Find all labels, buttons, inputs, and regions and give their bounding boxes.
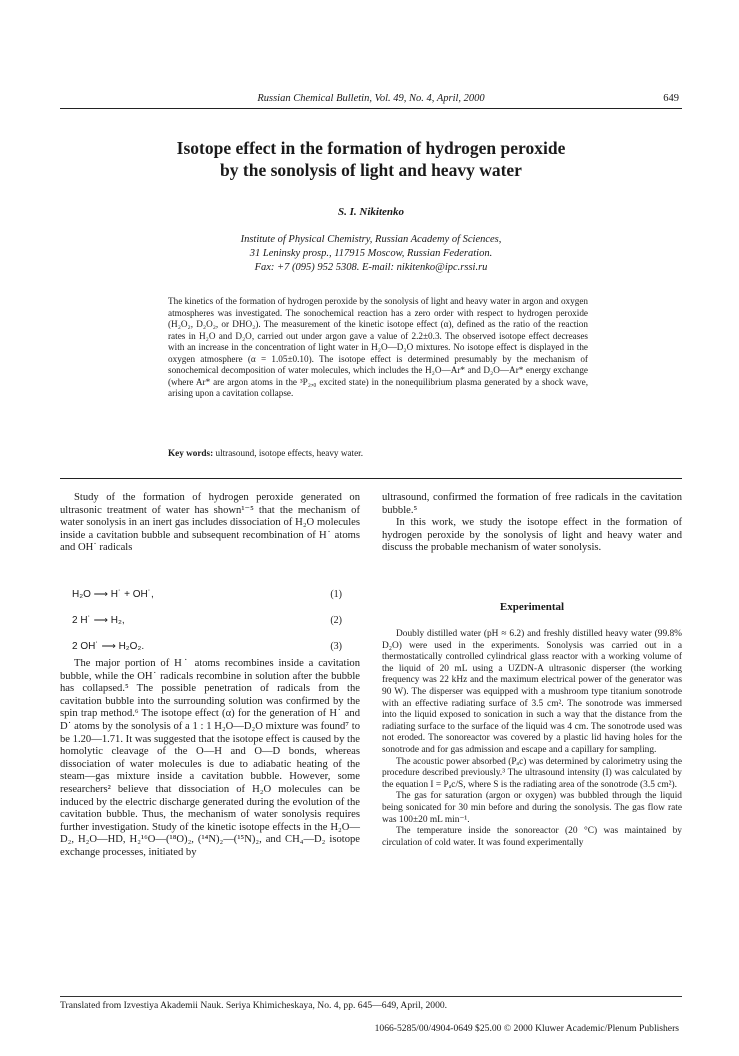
right-paragraph-3: Doubly distilled water (pH ≈ 6.2) and freshly distilled heavy water (99.8% D₂O) were used in the experiments. Sonolysis was carried out in a thermostatically controlled cylindrical glass reactor with a working volume of the liquid of 20 mL using a UZDN-A ultrasonic disperser (the working frequency was 22 kHz and the maximum electrical power of the generator was 90 W). The disperser was equipped with a mushroom type titanium sonotrode with an effective radiating surface of 3.5 cm². The sonotrode was immersed into the liquid exposed to sonication in such a way that the distance from the radiating surface to the surface of the liquid was 4 cm. The sonotrode used was not eroded. The sonoreactor was covered by a plastic lid having holes for the sonotrode and for gas admission and escape and a capillary for sampling. [382,629,682,755]
title-line-2: by the sonolysis of light and heavy water [220,160,522,180]
title-line-1: Isotope effect in the formation of hydrogen peroxide [176,138,566,158]
keywords-text: ultrasound, isotope effects, heavy water. [215,448,364,458]
section-heading-experimental: Experimental [499,601,565,613]
right-column-experimental [382,629,682,849]
header-rule [60,108,682,109]
left-column-body [60,658,360,860]
author: S. I. Nikitenko [337,206,404,218]
right-paragraph-5: The gas for saturation (argon or oxygen) was bubbled through the liquid being sonicated for 30 min before and during the sonolysis. The gas flow rate was 100±20 mL min⁻¹. [382,791,682,825]
equation-2-number: (2) [330,615,342,626]
equation-1 [72,589,352,600]
keywords-label: Key words: [168,448,214,458]
right-paragraph-4: The acoustic power absorbed (Pₐc) was determined by calorimetry using the procedure described previously.³ The ultrasound intensity (I) was calculated by the equation I = Pₐc/S, where S is the radiating area of the sonotrode (3.5 cm²). [382,756,682,790]
equation-1-text: H₂O ⟶ H˙ + OH˙, [72,589,154,600]
article-title [60,137,682,181]
left-column-intro [60,492,360,555]
equation-2-text: 2 H˙ ⟶ H₂, [72,615,125,626]
page-number: 649 [663,93,679,104]
affiliation-line-2: 31 Leninsky prosp., 117915 Moscow, Russian Federation. [249,248,493,259]
equation-3-text: 2 OH˙ ⟶ H₂O₂. [72,641,145,652]
keywords [168,448,588,458]
left-paragraph-2: The major portion of H˙ atoms recombines inside a cavitation bubble, while the OH˙ radicals recombine in solution after the bubble has collapsed.⁵ The possible penetration of radicals from the cavitation bubble into the surrounding solution was confirmed by the spin trap method.⁶ The isotope effect (α) for the generation of H˙ and D˙ atoms by the sonolysis of a 1 : 1 H₂O—D₂O mixture was found⁷ to be 1.20—1.71. It was suggested that the isotope effect is caused by the homolytic cleavage of the O—H and O—D bonds, whereas dissociation of water molecules is due to adiabatic heating of the steam—gas mixture inside a cavitation bubble. However, some researchers² believe that dissociation of H₂O molecules can be induced by the electric discharge generated during the evolution of the cavitation bubble. Thus, the mechanism of water sonolysis requires further investigation. Study of the kinetic isotope effects in the H₂O—D₂, H₂O—HD, H₂¹⁶O—(¹⁸O)₂, (¹⁴N)₂—(¹⁵N)₂, and CH₄—D₂ isotope exchange processes, initiated by [60,658,360,858]
affiliation-line-1: Institute of Physical Chemistry, Russian Academy of Sciences, [240,234,502,245]
affiliation [60,233,682,275]
equation-2 [72,615,352,626]
running-header: Russian Chemical Bulletin, Vol. 49, No. 4, April, 2000 [257,93,485,104]
right-column-intro [382,492,682,555]
copyright-line: 1066-5285/00/4904-0649 $25.00 © 2000 Kluwer Academic/Plenum Publishers [374,1023,679,1034]
affiliation-line-3: Fax: +7 (095) 952 5308. E-mail: nikitenko@ipc.rssi.ru [254,262,488,273]
abstract: The kinetics of the formation of hydrogen peroxide by the sonolysis of light and heavy water in argon and oxygen atmospheres was investigated. The sonochemical reaction has a zero order with respect to hydrogen peroxide (H₂O₂, D₂O₂, or DHO₂). The measurement of the kinetic isotope effect (α), defined as the ratio of the reaction rates in H₂O and D₂O, carried out under argon gave a value of 2.2±0.3. The observed isotope effect decreases with an increase in the concentration of light water in H₂O—D₂O mixtures. No isotope effect is displayed in the oxygen atmosphere (α = 1.05±0.10). The isotope effect is determined presumably by the mechanism of sonochemical decomposition of water molecules, which includes the H₂O—Ar* and D₂O—Ar* energy exchange (where Ar* are argon atoms in the ³P₂,₀ excited state) in the nonequilibrium plasma generated by a shock wave, arising upon a cavitation collapse. [168,296,588,398]
equation-3 [72,641,352,652]
equation-3-number: (3) [330,641,342,652]
section-rule [60,478,682,479]
translation-note: Translated from Izvestiya Akademii Nauk. Seriya Khimicheskaya, No. 4, pp. 645—649, April, 2000. [60,1000,448,1011]
equation-1-number: (1) [330,589,342,600]
right-paragraph-2: In this work, we study the isotope effect in the formation of hydrogen peroxide by the sonolysis of light and heavy water and discuss the probable mechanism of water sonolysis. [382,517,682,554]
left-paragraph-1: Study of the formation of hydrogen peroxide generated on ultrasonic treatment of water has shown¹⁻⁵ that the mechanism of water sonolysis in an inert gas includes dissociation of H₂O molecules inside a cavitation bubble and subsequent recombination of H˙ atoms and OH˙ radicals [60,492,360,554]
footer-rule [60,996,682,997]
right-paragraph-6: The temperature inside the sonoreactor (20 °C) was maintained by circulation of cold water. It was found experimentally [382,826,682,848]
right-paragraph-1: ultrasound, confirmed the formation of free radicals in the cavitation bubble.⁵ [382,492,682,516]
